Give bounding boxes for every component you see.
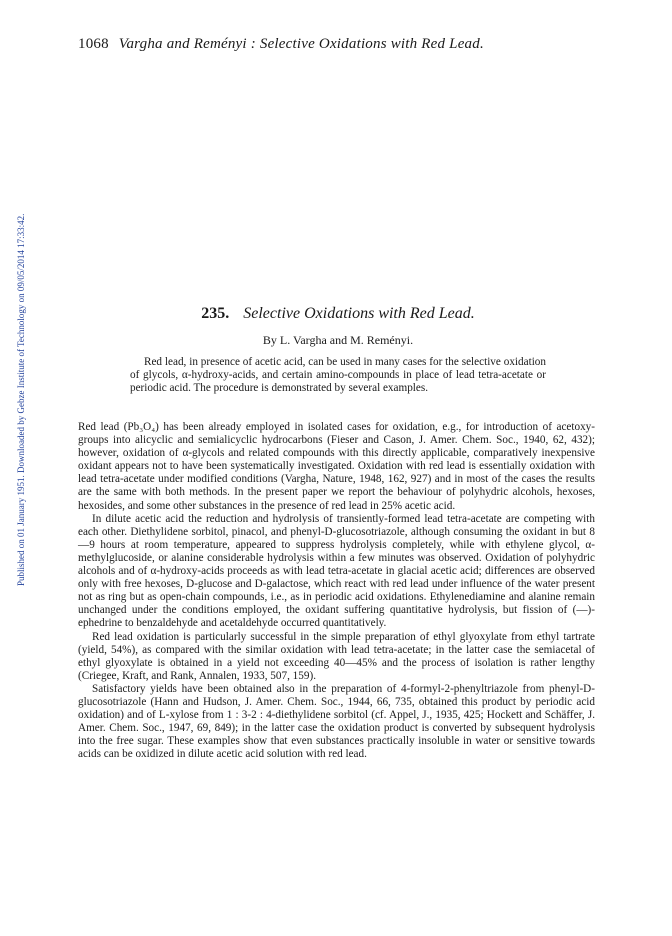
abstract: Red lead, in presence of acetic acid, can be used in many cases for the selective oxidation of glycols, α-hydroxy-acids, and certain amino-compounds in place of lead tetra-acetate or periodic acid. The procedure is demonstrated by several examples. <box>130 356 546 395</box>
byline: By L. Vargha and M. Reményi. <box>262 333 414 347</box>
running-header <box>78 36 598 53</box>
side-note-text: Published on 01 January 1951. Downloaded by Gebze Institute of Technology on 09/05/2014 17:33:42. <box>16 213 26 586</box>
running-title: Vargha and Reményi : Selective Oxidations with Red Lead. <box>118 36 484 52</box>
article-title <box>78 305 598 323</box>
article-body <box>78 421 595 761</box>
article-number: 235. <box>201 305 230 322</box>
body-paragraph: Satisfactory yields have been obtained also in the preparation of 4-formyl-2-phenyltriazole from phenyl-D-glucosotriazole (Hann and Hudson, J. Amer. Chem. Soc., 1944, 66, 735, obtained this product by periodic acid oxidation) and of L-xylose from 1 : 3-2 : 4-diethylidene sorbitol (cf. Appel, J., 1935, 425; Hockett and Schäffer, J. Amer. Chem. Soc., 1947, 69, 849); in the latter case the oxidation product is converted by subsequent hydrolysis into the free sugar. These examples show that even substances practically insoluble in water or sensitive towards acids can be oxidized in dilute acetic acid solution with red lead. <box>78 682 595 761</box>
publication-side-note <box>4 136 26 586</box>
body-paragraph: Red lead (Pb₃O₄) has been already employed in isolated cases for oxidation, e.g., for introduction of acetoxy-groups into alicyclic and semialicyclic hydrocarbons (Fieser and Cason, J. Amer. Chem. Soc., 1940, 62, 432); however, oxidation of α-glycols and related compounds with this directly applicable, comparatively inexpensive oxidant appears not to have been systematically investigated. Oxidation with red lead is essentially oxidation with lead tetra-acetate under modified conditions (Vargha, Nature, 1948, 162, 927) and in most of the cases the results are the same with both methods. In the present paper we report the behaviour of polyhydric alcohols, hexoses, hexosides, and some other substances in the presence of red lead in 25% acetic acid. <box>78 421 595 512</box>
body-paragraph: Red lead oxidation is particularly successful in the simple preparation of ethyl glyoxylate from ethyl tartrate (yield, 54%), as compared with the similar oxidation with lead tetra-acetate; in the latter case the semiacetal of ethyl glyoxylate is obtained in a yield not exceeding 40—45% and the process of isolation is rather lengthy (Criegee, Kraft, and Rank, Annalen, 1933, 507, 159). <box>78 630 595 682</box>
article-title-text: Selective Oxidations with Red Lead. <box>243 305 475 322</box>
body-paragraph: In dilute acetic acid the reduction and hydrolysis of transiently-formed lead tetra-acetate are competing with each other. Diethylidene sorbitol, pinacol, and phenyl-D-glucosotriazole, although consuming the oxidant in but 8—9 hours at room temperature, appeared to suppress hydrolysis completely, while with ethylene glycol, α-methylglucoside, or alanine considerable hydrolysis within a few minutes was observed. Oxidation of polyhydric alcohols and of α-hydroxy-acids proceeds as with lead tetra-acetate in glacial acetic acid; differences are observed only with free hexoses, D-glucose and D-galactose, which react with red lead under influence of the water present not as ring but as open-chain compounds, i.e., as in periodic acid oxidations. Ethylenediamine and alanine remain unchanged under the conditions employed, the oxidant suffering quantitative hydrolysis, but fission of (—)-ephedrine to benzaldehyde and acetaldehyde occurred quantitatively. <box>78 512 595 630</box>
page-number: 1068 <box>78 36 109 52</box>
